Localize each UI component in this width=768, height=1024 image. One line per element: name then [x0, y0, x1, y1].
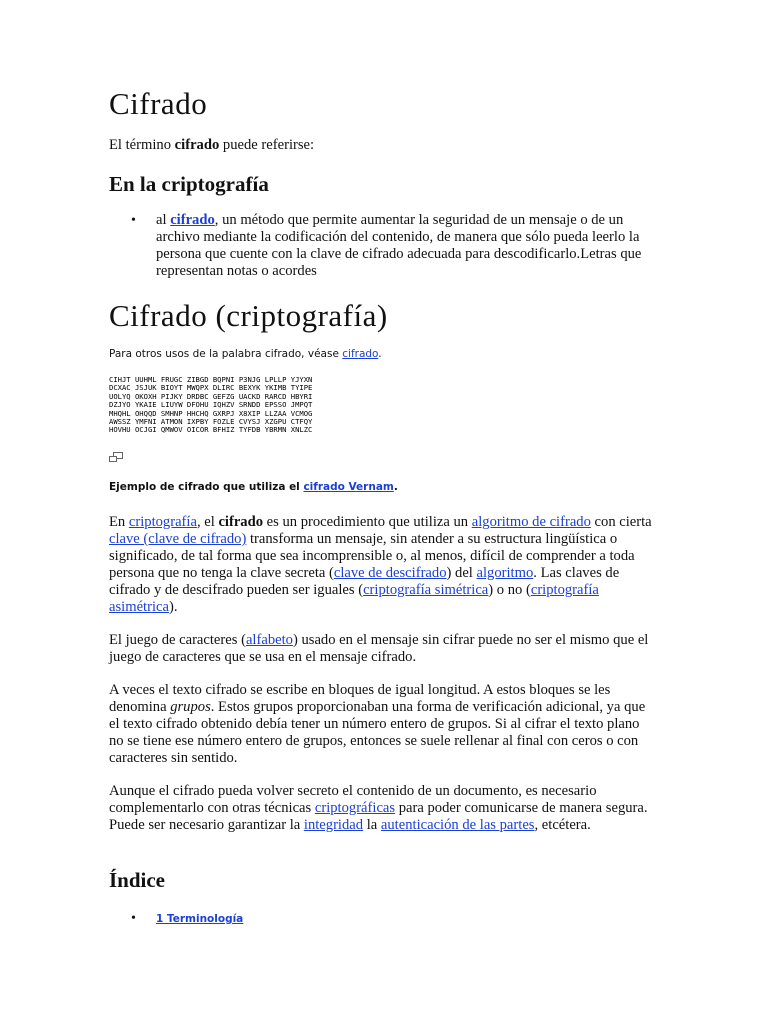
toc-link-terminologia[interactable]: 1 Terminología [156, 913, 244, 925]
link-cifrado[interactable]: cifrado [170, 212, 215, 228]
page-title: Cifrado [109, 86, 208, 121]
link-autenticacion-de-las-partes[interactable]: autenticación de las partes [380, 817, 535, 833]
text: , etcétera. [534, 817, 591, 833]
bullet-icon: • [131, 911, 136, 926]
bullet-text-end: , un método que permite aumentar la seguridad de un mensaje o de un archivo mediante la codificación del contenido, de manera que sólo pueda leerlo la persona que cuente con la clave de cifrado adecuada para descodificarlo.Letras que representan notas o acordes [156, 212, 642, 279]
text: con cierta [590, 514, 652, 530]
cipher-line: HOVHU OCJGI QMWOV OICOR BFHIZ TYFDB YBRMN XNLZC [109, 425, 313, 435]
image-caption [109, 480, 654, 494]
cipher-example-image [109, 376, 312, 435]
italic-term: grupos [170, 699, 211, 715]
cipher-line: MHQHL OHQQD SMHNP HHCHQ GXRPJ X8XIP LLZAA VCMOG [109, 408, 313, 418]
link-algoritmo-de-cifrado[interactable]: algoritmo de cifrado [471, 514, 591, 530]
paragraph-grupos [109, 682, 654, 767]
disambiguation-note [109, 347, 654, 361]
text: transforma un mensaje, sin atender a su estructura lingüística o significado, de tal forma que sea incomprensible o, al menos, difícil de comprender a toda persona que no tenga la clave secreta ( [109, 531, 635, 581]
text: para poder comunicarse de manera segura. Puede ser necesario garantizar la [109, 800, 648, 833]
link-cifrado-disambig[interactable]: cifrado [342, 348, 379, 360]
bold-term: cifrado [218, 514, 264, 530]
text: ). [168, 599, 178, 615]
text: El juego de caracteres ( [109, 632, 246, 648]
cipher-line: UOLYQ OKOXH PIJKY DRDBC GEFZG UACKD RARCD HBYRI [109, 391, 313, 401]
link-algoritmo[interactable]: algoritmo [476, 565, 534, 581]
cipher-line: CIHJT UUHML FRUGC ZIBGD BQPNI P3NJG LPLLP YJYXN [109, 375, 313, 384]
text: Aunque el cifrado pueda volver secreto el contenido de un documento, es necesario complementarlo con otras técnicas [109, 783, 597, 816]
cipher-line: AWSSZ YMFNI ATMON IXPBY FOZLE CVYSJ XZGPU CTFQY [109, 417, 313, 427]
intro-text: El término [109, 137, 175, 153]
cipher-line: DCXAC JSJUK BIOYT MWQPX DLIRC BEXYK YKIMB TYIPE [109, 383, 313, 393]
intro-bold-term: cifrado [174, 137, 220, 153]
link-alfabeto[interactable]: alfabeto [245, 632, 293, 648]
note-text: Para otros usos de la palabra cifrado, véase [109, 348, 343, 360]
intro-text-end: puede referirse: [219, 137, 315, 153]
link-cifrado-vernam[interactable]: cifrado Vernam [303, 481, 394, 493]
link-criptografia-asimetrica[interactable]: criptografía asimétrica [109, 582, 599, 615]
caption-text-end: . [393, 481, 398, 493]
cipher-line: DZJYO YKAIE LIUYW DFOHU IQHZV SRNDD EPSSO JMPQT [109, 400, 313, 410]
table-of-contents [109, 910, 654, 928]
link-criptografia[interactable]: criptografía [128, 514, 197, 530]
link-clave-de-cifrado[interactable]: clave (clave de cifrado) [109, 531, 247, 547]
article-title: Cifrado (criptografía) [109, 298, 388, 333]
link-integridad[interactable]: integridad [303, 817, 364, 833]
list-item [109, 212, 654, 280]
note-text-end: . [378, 348, 382, 360]
link-clave-de-descifrado[interactable]: clave de descifrado [333, 565, 447, 581]
text: ) del [446, 565, 477, 581]
link-criptograficas[interactable]: criptográficas [314, 800, 396, 816]
section-heading-criptografia: En la criptografía [109, 172, 269, 196]
link-criptografia-simetrica[interactable]: criptografía simétrica [363, 582, 489, 598]
paragraph-complementar [109, 783, 654, 834]
text: es un procedimiento que utiliza un [263, 514, 472, 530]
text: , el [196, 514, 219, 530]
toc-item [109, 910, 654, 928]
index-heading: Índice [109, 868, 166, 892]
bullet-icon: • [131, 213, 136, 228]
enlarge-icon[interactable] [109, 452, 125, 464]
text: ) o no ( [488, 582, 531, 598]
bullet-text: al [156, 212, 171, 228]
paragraph-alfabeto [109, 632, 654, 666]
caption-text: Ejemplo de cifrado que utiliza el [109, 481, 304, 493]
intro-paragraph [109, 137, 654, 154]
text: . Las claves de cifrado y de descifrado pueden ser iguales ( [109, 565, 620, 598]
text: . Estos grupos proporcionaban una forma de verificación adicional, ya que el texto cifrado obtenido debía tener un número entero de grupos. Si al cifrar el texto plano no se tiene ese número entero de grupos, entonces se suele rellenar al final con ceros o con caracteres sin sentido. [109, 699, 646, 766]
text: En [109, 514, 129, 530]
text: ) usado en el mensaje sin cifrar puede no ser el mismo que el juego de caracteres que se usa en el mensaje cifrado. [109, 632, 649, 665]
text: la [363, 817, 381, 833]
text: A veces el texto cifrado se escribe en bloques de igual longitud. A estos bloques se les denomina [109, 682, 611, 715]
paragraph-definition [109, 514, 654, 616]
definition-list [109, 212, 654, 280]
